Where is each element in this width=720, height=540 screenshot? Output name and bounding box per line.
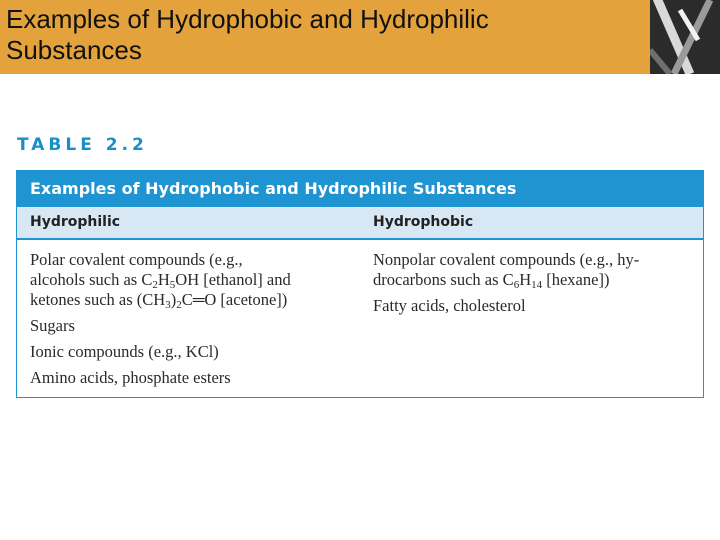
hydrophobic-column <box>373 250 693 322</box>
entry-line: Polar covalent compounds (e.g., <box>30 250 243 269</box>
entry-text: drocarbons such as C <box>373 270 514 289</box>
substances-table <box>16 170 704 398</box>
hydrophilic-amino-acids-entry: Amino acids, phosphate esters <box>30 368 231 387</box>
column-header-hydrophilic: Hydrophilic <box>30 214 121 230</box>
entry-text: C═O [acetone]) <box>181 290 288 309</box>
entry-line <box>30 290 360 310</box>
hydrophilic-polar-covalent-entry <box>30 250 360 310</box>
table-title: Examples of Hydrophobic and Hydrophilic Substances <box>17 171 703 207</box>
table-number-label: TABLE 2.2 <box>17 135 148 155</box>
table-body <box>17 240 703 397</box>
entry-text: alcohols such as C <box>30 270 153 289</box>
entry-line <box>30 270 360 290</box>
subscript: 2 <box>176 299 182 311</box>
hydrophobic-fatty-acids-entry: Fatty acids, cholesterol <box>373 296 526 315</box>
subscript: 14 <box>531 279 543 291</box>
subscript: 6 <box>513 279 520 291</box>
entry-text: H <box>157 270 170 289</box>
corner-decoration-image <box>650 0 720 74</box>
hydrophilic-sugars-entry: Sugars <box>30 316 75 335</box>
hydrophilic-column <box>30 250 360 394</box>
hydrophobic-nonpolar-entry <box>373 250 693 290</box>
hydrophilic-ionic-entry: Ionic compounds (e.g., KCl) <box>30 342 219 361</box>
entry-text: [hexane]) <box>542 270 610 289</box>
entry-text: H <box>519 270 532 289</box>
entry-text: OH [ethanol] and <box>175 270 291 289</box>
entry-text: ) <box>170 290 177 309</box>
entry-line <box>373 270 693 290</box>
slide-title-line-2: Substances <box>6 35 142 65</box>
slide-title-bar <box>0 0 650 74</box>
column-header-hydrophobic: Hydrophobic <box>373 214 474 230</box>
subscript: 3 <box>165 299 171 311</box>
subscript: 5 <box>169 279 176 291</box>
entry-text: ketones such as (CH <box>30 290 166 309</box>
slide-title-line-1: Examples of Hydrophobic and Hydrophilic <box>6 4 489 34</box>
entry-line: Nonpolar covalent compounds (e.g., hy- <box>373 250 640 269</box>
decorative-strokes-icon <box>650 0 720 74</box>
table-column-headers <box>17 207 703 240</box>
subscript: 2 <box>152 279 158 291</box>
